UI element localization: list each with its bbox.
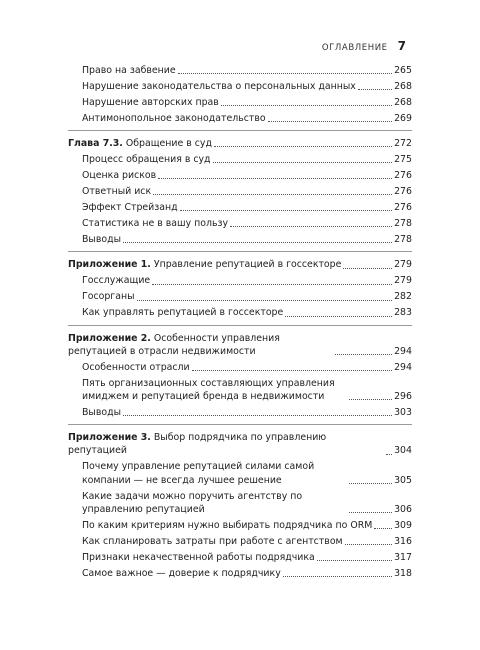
chapter-page: 272 (394, 138, 412, 150)
dot-leader (349, 482, 392, 484)
toc-entry-title: Оценка рисков (82, 170, 157, 182)
dot-leader (349, 398, 392, 400)
dot-leader (214, 145, 392, 147)
section-divider (68, 325, 412, 326)
toc-entry-page: 317 (394, 551, 412, 563)
dot-leader (374, 527, 392, 529)
dot-leader (335, 353, 392, 355)
dot-leader (230, 225, 392, 227)
toc-entry (68, 567, 412, 580)
toc-entry (68, 551, 412, 564)
toc-entry-title: Почему управление репутацией силами самой компании — не всегда лучшее решение (82, 461, 315, 486)
page-number: 7 (397, 39, 406, 53)
toc-entry-page: 282 (394, 291, 412, 303)
dot-leader (137, 299, 393, 301)
toc-entry (68, 460, 412, 486)
toc-entry (68, 80, 412, 93)
toc-entry-page: 265 (394, 65, 412, 76)
dot-leader (178, 72, 392, 74)
dot-leader (152, 283, 392, 285)
chapter-label: Глава 7.3. (68, 138, 123, 150)
dot-leader (345, 543, 392, 545)
toc-entry-title: Выводы (82, 234, 121, 246)
toc-entry-page: 318 (394, 567, 412, 579)
toc-entry (68, 185, 412, 198)
section-divider (68, 130, 412, 131)
running-head (322, 39, 406, 53)
toc-entry-title: Право на забвение (82, 65, 176, 76)
table-of-contents (68, 64, 412, 583)
toc-entry (68, 96, 412, 109)
toc-entry-page: 296 (394, 391, 412, 403)
toc-entry-title: Особенности отрасли (82, 361, 190, 373)
appendix-page: 294 (394, 345, 412, 357)
toc-entry-title: По каким критериям нужно выбирать подрядчика по ORM (82, 519, 373, 531)
toc-entry (68, 274, 412, 287)
toc-entry (68, 233, 412, 246)
toc-entry-title: Антимонопольное законодательство (82, 113, 266, 124)
toc-entry-page: 268 (394, 81, 412, 92)
dot-leader (285, 315, 392, 317)
dot-leader (349, 511, 392, 513)
toc-entry (68, 112, 412, 125)
dot-leader (221, 104, 392, 106)
toc-entry (68, 519, 412, 532)
appendix-page: 279 (394, 259, 412, 271)
toc-entry (68, 169, 412, 182)
toc-entry-title: Какие задачи можно поручить агентству по управлению репутацией (82, 490, 303, 515)
toc-entry-page: 316 (394, 535, 412, 547)
dot-leader (283, 575, 392, 577)
toc-entry-page: 306 (394, 503, 412, 515)
appendix-title: Особенности управления репутацией в отрасли недвижимости (68, 332, 280, 357)
section-divider (68, 424, 412, 425)
toc-entry (68, 217, 412, 230)
section-divider (68, 251, 412, 252)
toc-entry-title: Нарушение авторских прав (82, 97, 219, 108)
toc-entry-page: 268 (394, 97, 412, 108)
dot-leader (213, 161, 393, 163)
toc-entry-page: 305 (394, 474, 412, 486)
toc-entry-title: Эффект Стрейзанд (82, 202, 178, 214)
appendix-page: 304 (394, 445, 412, 457)
toc-entry-title: Госорганы (82, 291, 135, 303)
toc-entry-page: 309 (394, 519, 412, 531)
dot-leader (386, 453, 392, 455)
toc-entry-title: Нарушение законодательства о персональных данных (82, 81, 356, 92)
toc-entry-title: Статистика не в вашу пользу (82, 218, 229, 230)
toc-entry (68, 490, 412, 516)
running-head-title: ОГЛАВЛЕНИЕ (321, 43, 388, 53)
toc-chapter (68, 137, 412, 150)
dot-leader (123, 241, 392, 243)
appendix-label: Приложение 3. (68, 432, 151, 444)
toc-entry (68, 377, 412, 403)
dot-leader (192, 369, 392, 371)
toc-entry-page: 276 (394, 186, 412, 198)
toc-entry (68, 306, 412, 319)
toc-entry-page: 303 (394, 407, 412, 419)
toc-entry-title: Ответный иск (82, 186, 152, 198)
toc-entry-page: 276 (394, 170, 412, 182)
toc-appendix (68, 332, 412, 358)
appendix-label: Приложение 2. (68, 332, 151, 344)
toc-entry-title: Как управлять репутацией в госсекторе (82, 307, 284, 319)
toc-entry-title: Госслужащие (82, 275, 151, 287)
toc-entry (68, 406, 412, 419)
toc-entry-page: 279 (394, 275, 412, 287)
toc-entry-page: 278 (394, 218, 412, 230)
toc-entry (68, 290, 412, 303)
chapter-title: Обращение в суд (125, 138, 212, 150)
toc-entry-page: 269 (394, 113, 412, 124)
appendix-title: Управление репутацией в госсекторе (153, 259, 342, 271)
toc-entry (68, 535, 412, 548)
dot-leader (153, 193, 392, 195)
dot-leader (343, 267, 392, 269)
toc-entry-title: Самое важное — доверие к подрядчику (82, 567, 281, 579)
dot-leader (317, 559, 392, 561)
toc-entry-title: Выводы (82, 407, 121, 419)
toc-entry-page: 275 (394, 154, 412, 166)
dot-leader (180, 209, 392, 211)
toc-entry (68, 153, 412, 166)
toc-entry-title: Пять организационных составляющих управления имиджем и репутацией бренда в недвижимости (82, 377, 335, 403)
dot-leader (268, 120, 392, 122)
dot-leader (158, 177, 392, 179)
toc-entry-page: 294 (394, 361, 412, 373)
toc-entry-title: Как спланировать затраты при работе с агентством (82, 535, 343, 547)
toc-entry-page: 278 (394, 234, 412, 246)
toc-entry (68, 64, 412, 77)
appendix-title: Выбор подрядчика по управлению репутацией (68, 432, 327, 457)
appendix-label: Приложение 1. (68, 259, 151, 271)
toc-entry-title: Признаки некачественной работы подрядчика (82, 551, 315, 563)
toc-entry-page: 276 (394, 202, 412, 214)
toc-appendix (68, 431, 412, 457)
toc-entry-title: Процесс обращения в суд (82, 154, 211, 166)
toc-entry (68, 361, 412, 374)
dot-leader (358, 88, 392, 90)
dot-leader (123, 414, 392, 416)
toc-appendix (68, 258, 412, 271)
toc-entry-page: 283 (394, 307, 412, 319)
toc-entry (68, 201, 412, 214)
